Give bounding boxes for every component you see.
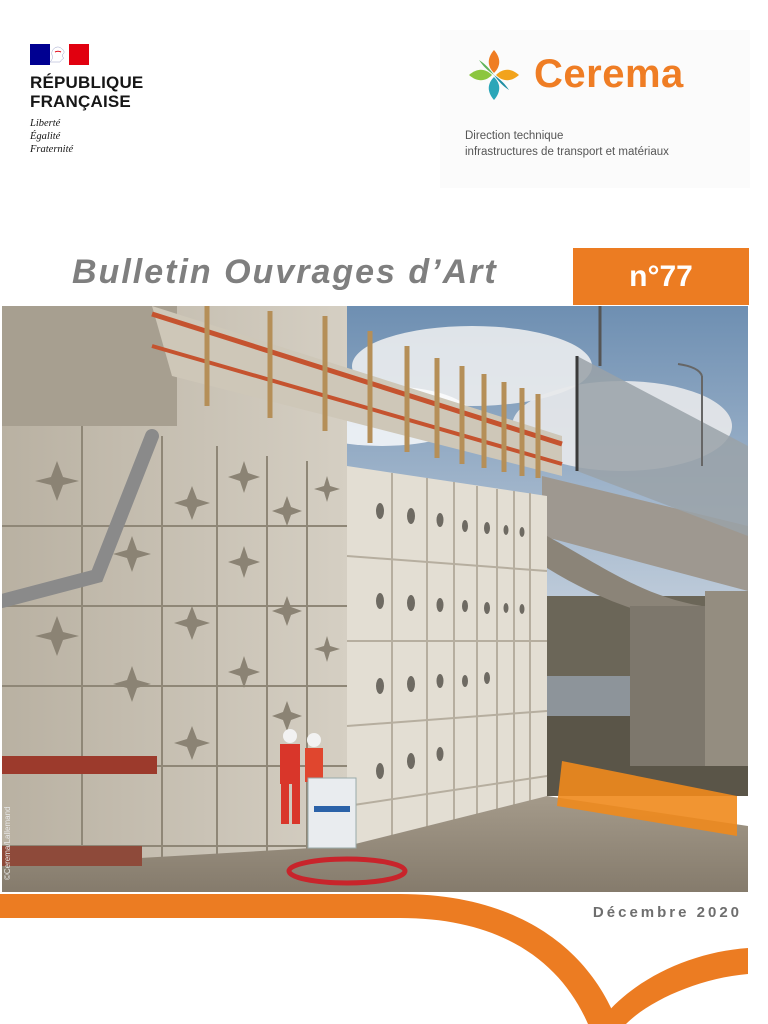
photo-credit: ©Cerema/Lallemand [3,806,12,880]
issue-number-badge: n°77 [573,248,749,305]
cover-photo [2,306,748,892]
issue-date: Décembre 2020 [592,904,742,921]
motto-line: Fraternité [30,144,74,155]
cerema-block [440,30,750,188]
motto-line: Égalité [30,131,61,142]
cerema-name: Cerema [534,52,684,96]
rf-name-line: FRANÇAISE [30,92,131,111]
motto-line: Liberté [30,118,61,129]
republique-motto [30,117,190,156]
tricolor-flag-icon [30,44,89,65]
republique-name [30,73,190,111]
cerema-logo-icon [465,46,523,104]
marianne-icon [48,46,68,63]
cerema-subtitle [465,128,669,160]
rf-name-line: RÉPUBLIQUE [30,73,144,92]
republique-francaise-logo [30,44,190,156]
bulletin-title: Bulletin Ouvrages d’Art [72,253,498,291]
cerema-subtitle-line: infrastructures de transport et matériaux [465,146,669,158]
cerema-subtitle-line: Direction technique [465,130,564,142]
